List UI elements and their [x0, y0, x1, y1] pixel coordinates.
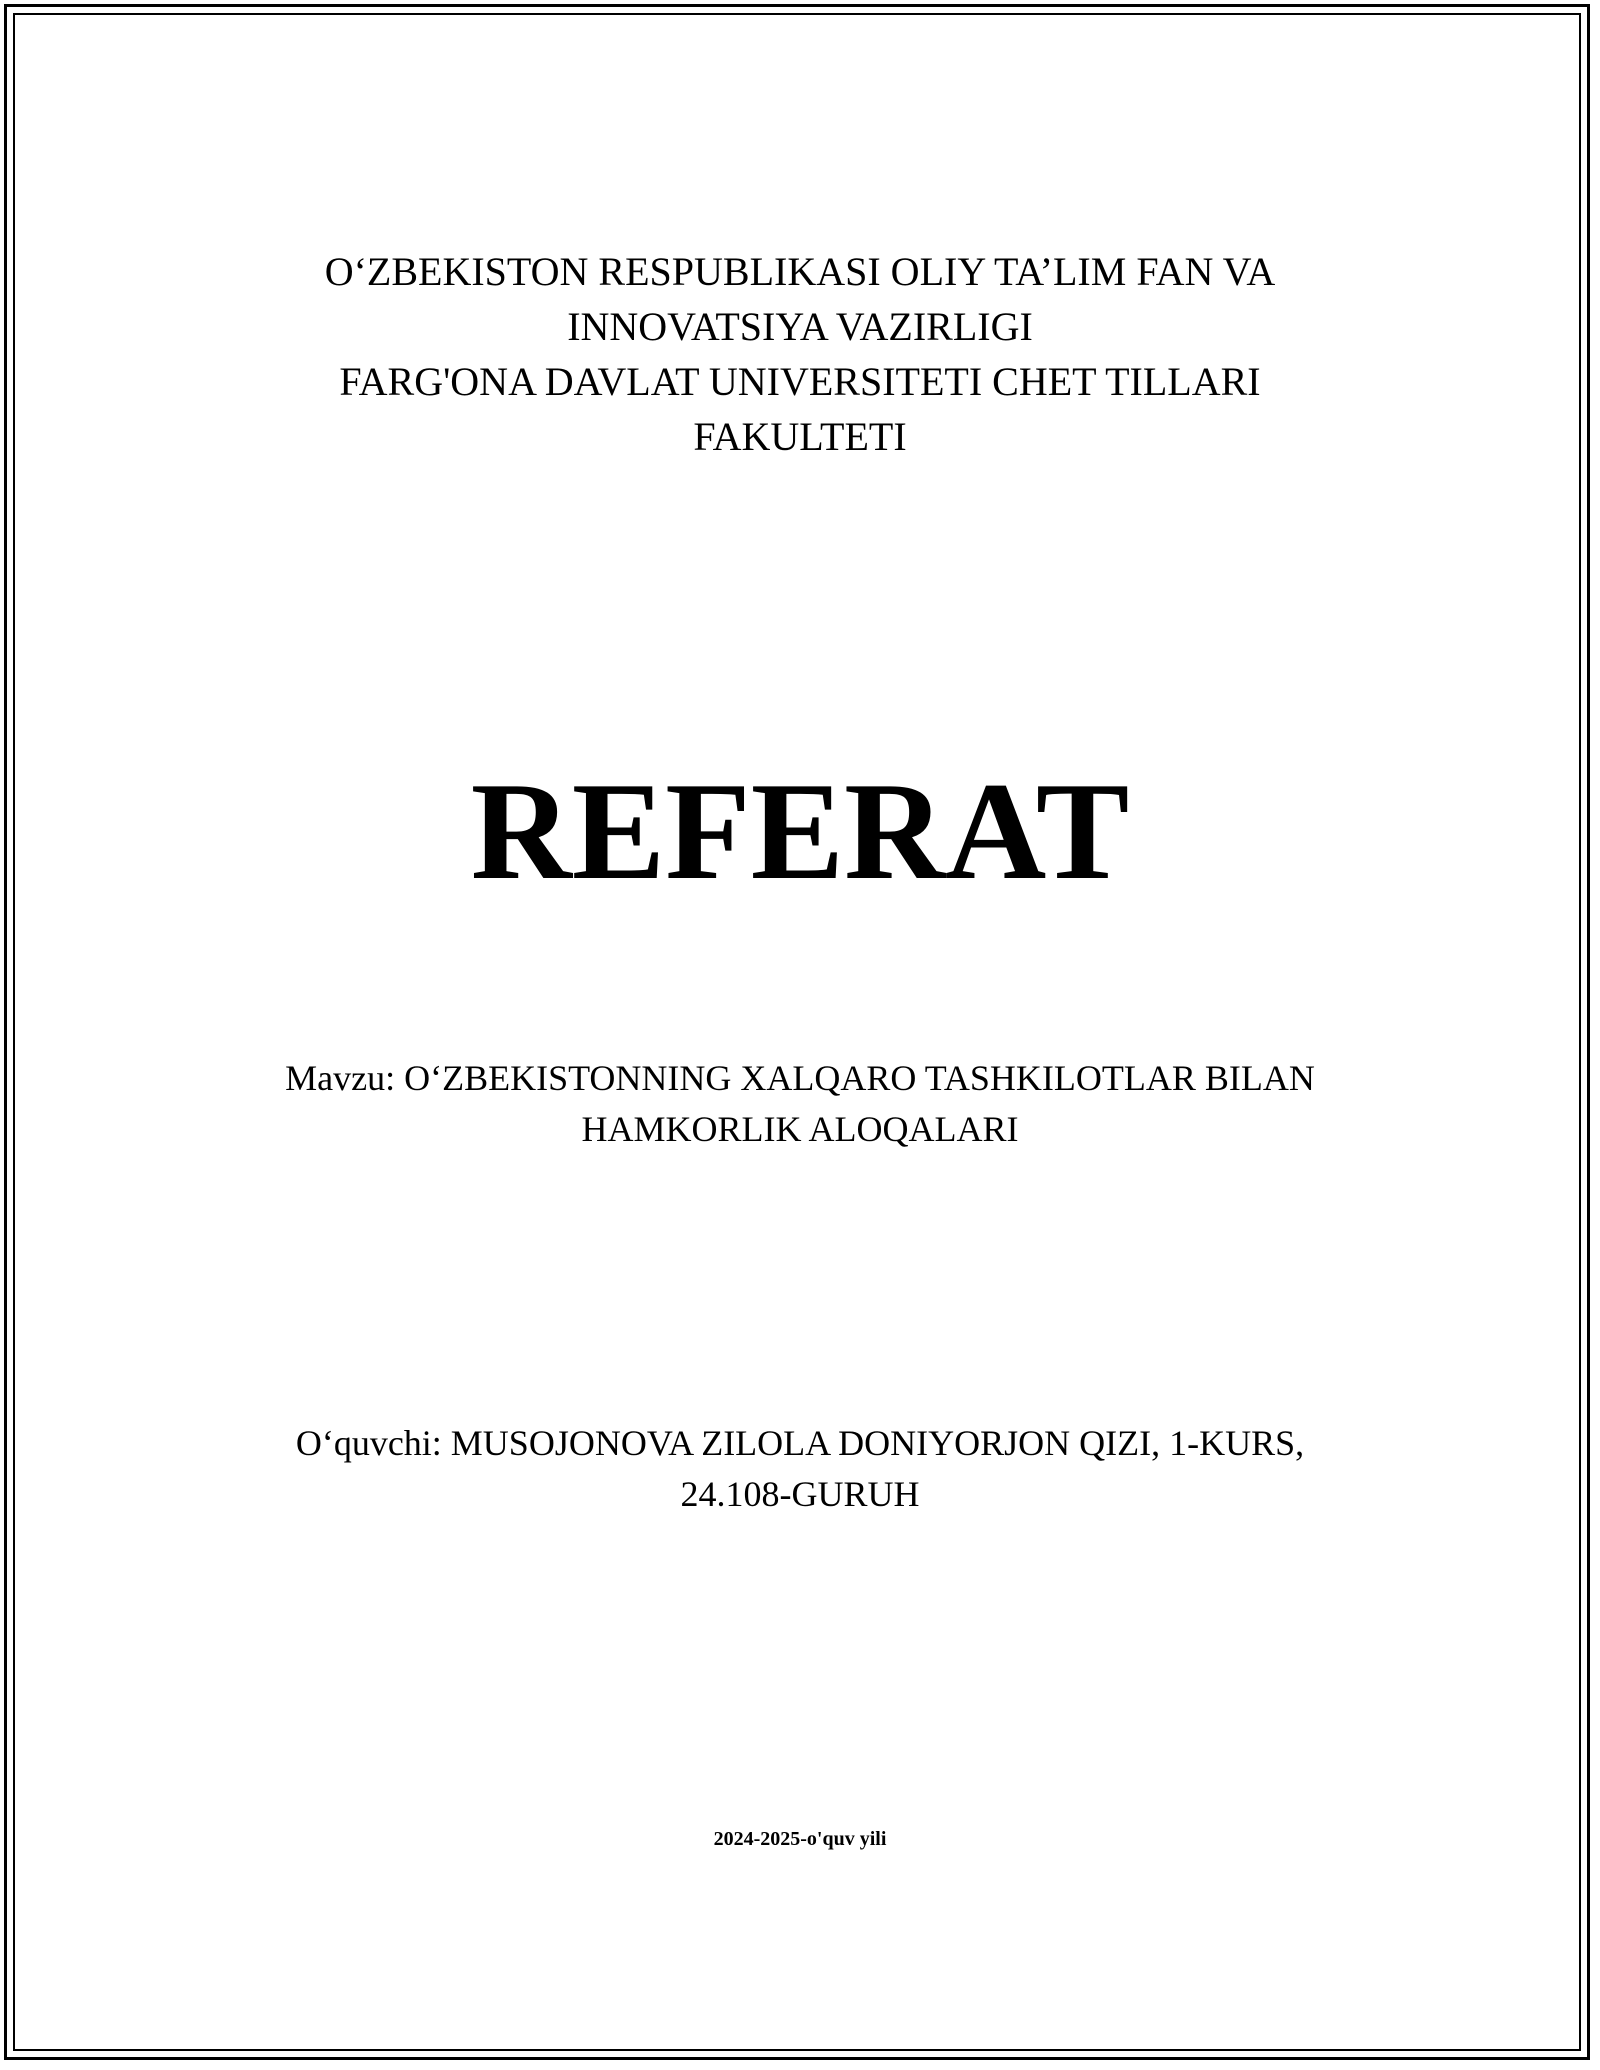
student-line-2: 24.108-GURUH: [680, 1474, 920, 1514]
topic-line-1: Mavzu: O‘ZBEKISTONNING XALQARO TASHKILOTLAR BILAN: [285, 1058, 1315, 1098]
header-line-2: INNOVATSIYA VAZIRLIGI: [567, 304, 1033, 349]
header-line-3: FARG'ONA DAVLAT UNIVERSITETI CHET TILLARI: [339, 359, 1261, 404]
topic-block: [0, 1053, 1600, 1155]
institution-header: [0, 244, 1600, 464]
header-line-1: O‘ZBEKISTON RESPUBLIKASI OLIY TA’LIM FAN VA: [324, 249, 1276, 294]
topic-line-2: HAMKORLIK ALOQALARI: [581, 1109, 1019, 1149]
header-line-4: FAKULTETI: [693, 414, 907, 459]
academic-year: 2024-2025-o'quv yili: [713, 1828, 887, 1850]
student-block: [0, 1418, 1600, 1520]
student-line-1: O‘quvchi: MUSOJONOVA ZILOLA DONIYORJON QIZI, 1-KURS,: [295, 1423, 1305, 1463]
document-title: REFERAT: [470, 754, 1130, 909]
